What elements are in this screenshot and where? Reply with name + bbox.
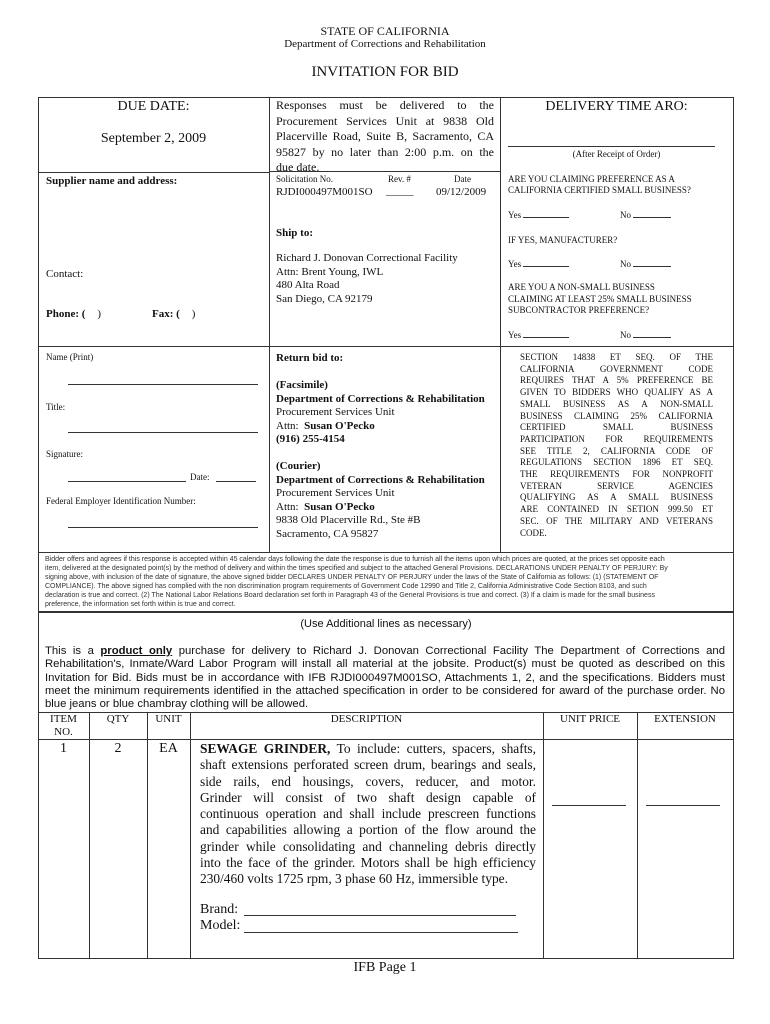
solicitation-number: RJDI000497M001SO <box>276 186 373 198</box>
product-only-emphasis: product only <box>100 645 173 657</box>
department-heading: Department of Corrections and Rehabilitation <box>284 38 486 50</box>
model-label: Model: <box>200 918 241 933</box>
rev-label: Rev. # <box>388 174 411 184</box>
extension-field[interactable] <box>646 805 720 806</box>
model-field[interactable] <box>244 932 518 933</box>
sb-no-field[interactable]: No <box>620 210 671 220</box>
delivery-time-note: (After Receipt of Order) <box>572 149 661 159</box>
responses-line: due date. <box>276 160 320 174</box>
fein-field[interactable] <box>68 527 258 528</box>
ship-to-line: Richard J. Donovan Correctional Facility <box>276 252 458 264</box>
responses-line: 95827 by no later than 2:00 p.m. on the <box>276 144 494 159</box>
additional-lines-note: (Use Additional lines as necessary) <box>300 618 472 630</box>
row-description: SEWAGE GRINDER, To include: cutters, spacers, shafts, shaft extensions perforated screen drum, bearings and seals, side rails, end housings, covers, reducer, and motor. Grinder will consist of two shaft design capable of continuous operation and shall include prescreen functions and capabilities allowing a portion of the flow around the grinder while consolidating and channeling debris directly into the face of the grinder. Motors shall be high efficiency 230/460 volts 1725 rpm, 3 phase 60 Hz, immersible type. <box>200 741 536 887</box>
col-header-description: DESCRIPTION <box>330 713 403 725</box>
unit-price-field[interactable] <box>552 805 626 806</box>
return-bid-facsimile: (Facsimile) Department of Corrections & Rehabilitation Procurement Services Unit Attn: Susan O'Pecko (916) 255-4154 <box>276 379 485 445</box>
brand-field[interactable] <box>244 915 516 916</box>
col-header-unit-price: UNIT PRICE <box>560 713 620 725</box>
phone-field[interactable]: Phone: ( ) <box>46 308 102 320</box>
name-print-field[interactable] <box>68 384 258 385</box>
manufacturer-question: IF YES, MANUFACTURER? <box>508 235 618 245</box>
ship-to-label: Ship to: <box>276 227 313 239</box>
revision-number: _____ <box>386 185 414 197</box>
mfr-yes-field[interactable]: Yes <box>508 259 569 269</box>
supplier-name-label: Supplier name and address: <box>46 175 178 187</box>
fax-label: Fax: ( <box>152 308 180 320</box>
page-title: INVITATION FOR BID <box>311 64 459 80</box>
non-small-business-question: ARE YOU A NON-SMALL BUSINESS CLAIMING AT LEAST 25% SMALL BUSINESS SUBCONTRACTOR PREFERENCE? <box>508 282 692 315</box>
signature-date-field[interactable] <box>216 481 256 482</box>
date-label: Date <box>454 174 471 184</box>
page-footer: IFB Page 1 <box>353 960 417 975</box>
preference-statute-text: SECTION 14838 ET SEQ. OF THE CALIFORNIA GOVERNMENT CODE REQUIRES THAT A 5% PREFERENCE BE GIVEN TO BIDDERS WHO QUALIFY AS A SMALL BUSINESS AS A NON-SMALL BUSINESS CLAIMING 25% CALIFORNIA CERTIFIED SMALL BUSINESS PARTICIPATION FOR REQUIREMENTS SEE TITLE 2, CALIFORNIA CODE OF REGULATIONS SECTION 1896 ET SEQ. THE REQUIREMENTS FOR NONPROFIT VETERAN SERVICE AGENCIES QUALIFYING AS A SMALL BUSINESS ARE CONTAINED IN SETION 999.50 ET SEC. OF THE MILITARY AND VETERANS CODE. <box>520 352 713 538</box>
responses-line: Responses must be delivered to the <box>276 98 494 112</box>
due-date-value: September 2, 2009 <box>100 131 207 146</box>
ship-to-line: San Diego, CA 92179 <box>276 292 373 305</box>
ship-to-line: Attn: Brent Young, IWL <box>276 265 384 278</box>
solicitation-date: 09/12/2009 <box>436 186 487 198</box>
fein-label: Federal Employer Identification Number: <box>46 496 196 506</box>
return-bid-label: Return bid to: <box>276 352 344 364</box>
row-item-number: 1 <box>60 741 67 756</box>
delivery-time-label: DELIVERY TIME ARO: <box>545 99 688 114</box>
return-bid-courier: (Courier) Department of Corrections & Rehabilitation Procurement Services Unit Attn: Susan O'Pecko 9838 Old Placerville Rd., Ste #B Sacramento, CA 95827 <box>276 460 485 540</box>
title-field[interactable] <box>68 432 258 433</box>
responses-line: Placerville Road, Suite B, Sacramento, CA <box>276 129 494 143</box>
ship-to-address <box>276 252 458 306</box>
ship-to-line: 480 Alta Road <box>276 279 340 291</box>
col-header-item: ITEM NO. <box>50 713 77 738</box>
col-header-unit: UNIT <box>155 713 182 725</box>
row-quantity: 2 <box>114 741 122 756</box>
contact-label: Contact: <box>46 268 84 280</box>
name-print-label: Name (Print) <box>46 352 94 362</box>
brand-label: Brand: <box>200 902 239 917</box>
due-date-label: DUE DATE: <box>117 99 190 114</box>
fax-field[interactable]: Fax: ( ) <box>152 308 196 320</box>
col-header-extension: EXTENSION <box>654 713 716 725</box>
signature-field[interactable] <box>68 481 186 482</box>
nsb-yes-field[interactable]: Yes <box>508 330 569 340</box>
responses-line: Procurement Services Unit at 9838 Old <box>276 113 494 128</box>
col-header-qty: QTY <box>106 713 130 725</box>
item-title: SEWAGE GRINDER, <box>200 741 331 756</box>
row-unit: EA <box>159 741 178 756</box>
purchase-description: This is a product only purchase for delivery to Richard J. Donovan Correctional Facility The Department of Corrections and Rehabilitation's, Inmate/Ward Labor Program will install all material at the jobsite. Product(s) must be quoted as described on this Invitation for Bid. Bids must be in accordance with IFB RJDI000497M001SO, Attachments 1, 2, and the specifications. Bidders must meet the minimum requirements identified in the attached specification in order to be considered for award of the purchase order. No blue jeans or blue chambray clothing will be allowed. <box>45 645 726 711</box>
title-label: Title: <box>46 402 66 412</box>
phone-label: Phone: ( <box>46 308 86 320</box>
state-heading: STATE OF CALIFORNIA <box>320 24 450 38</box>
sb-yes-field[interactable]: Yes <box>508 210 569 220</box>
mfr-no-field[interactable]: No <box>620 259 671 269</box>
small-business-question: ARE YOU CLAIMING PREFERENCE AS A CALIFORNIA CERTIFIED SMALL BUSINESS? <box>508 174 691 195</box>
responses-instructions <box>276 98 494 176</box>
nsb-no-field[interactable]: No <box>620 330 671 340</box>
signature-label: Signature: <box>46 449 83 459</box>
signature-date-label: Date: <box>190 472 210 482</box>
perjury-declaration: Bidder offers and agrees if this response is accepted within 45 calendar days following the date the response is due to furnish all the items upon which prices are quoted, at the prices set opposite each item, delivered at the designated point(s) by the method of delivery and within the times specified and subject to the attached General Provisions. DECLARATIONS UNDER PENALTY OF PERJURY: By signing above, with inclusion of the date of signature, the above signed bidder DECLARES UNDER PENALTY OF PERJURY under the laws of the State of California as follows: (1) (STATEMENT OF COMPLIANCE). The above signed has complied with the non discrimination program requirements of Government Code 12990 and Title 2, California Administrative Code Section 8103, and such declaration is true and correct. (2) The National Labor Relations Board declaration set forth in Paragraph 43 of the General Provisions is true and correct. (3) If a claim is made for the small business preference, the information set forth within is true and correct. <box>45 556 668 608</box>
solicitation-no-label: Solicitation No. <box>276 174 333 184</box>
